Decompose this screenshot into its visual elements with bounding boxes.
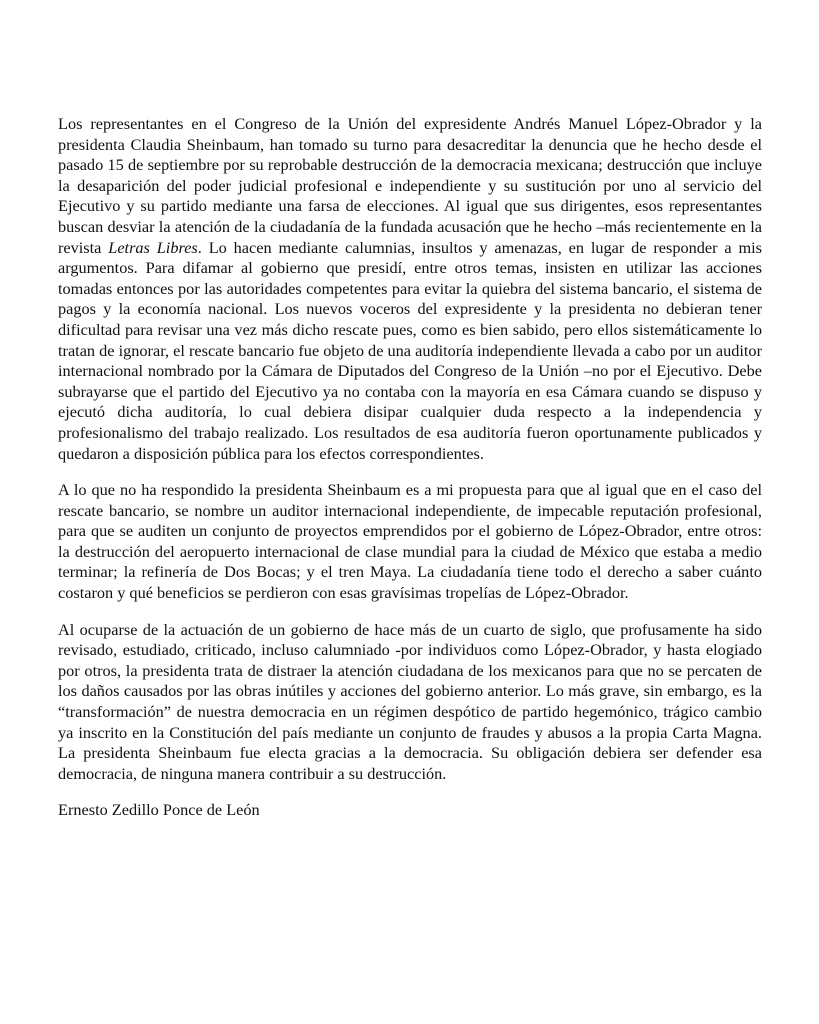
paragraph-1 — [58, 114, 762, 464]
magazine-title: Letras Libres — [108, 237, 198, 257]
paragraph-3: Al ocuparse de la actuación de un gobierno de hace más de un cuarto de siglo, que profusamente ha sido revisado, estudiado, criticado, incluso calumniado -por individuos como López-Obrador, y hasta elogiado por otros, la presidenta trata de distraer la atención ciudadana de los mexicanos para que no se percaten de los daños causados por las obras inútiles y acciones del gobierno anterior. Lo más grave, sin embargo, es la “transformación” de nuestra democracia en un régimen despótico de partido hegemónico, trágico cambio ya inscrito en la Constitución del país mediante un conjunto de fraudes y abusos a la propia Carta Magna. La presidenta Sheinbaum fue electa gracias a la democracia. Su obligación debiera ser defender esa democracia, de ninguna manera contribuir a su destrucción. — [58, 619, 762, 783]
letter-body — [58, 114, 762, 821]
paragraph-1-text-end: . Lo hacen mediante calumnias, insultos y amenazas, en lugar de responder a mis argumentos. Para difamar al gobierno que presidí, entre otros temas, insisten en utilizar las acciones tomadas entonces por las autoridades competentes para evitar la quiebra del sistema bancario, el sistema de pagos y la economía nacional. Los nuevos voceros del expresidente y la presidenta no debieran tener dificultad para revisar una vez más dicho rescate pues, como es bien sabido, pero ellos sistemáticamente lo tratan de ignorar, el rescate bancario fue objeto de una auditoría independiente llevada a cabo por un auditor internacional nombrado por la Cámara de Diputados del Congreso de la Unión –no por el Ejecutivo. Debe subrayarse que el partido del Ejecutivo ya no contaba con la mayoría en esa Cámara cuando se dispuso y ejecutó dicha auditoría, lo cual debiera disipar cualquier duda respecto a la independencia y profesionalismo del trabajo realizado. Los resultados de esa auditoría fueron oportunamente publicados y quedaron a disposición pública para los efectos correspondientes. — [58, 237, 763, 463]
paragraph-2: A lo que no ha respondido la presidenta Sheinbaum es a mi propuesta para que al igual que en el caso del rescate bancario, se nombre un auditor internacional independiente, de impecable reputación profesional, para que se auditen un conjunto de proyectos emprendidos por el gobierno de López-Obrador, entre otros: la destrucción del aeropuerto internacional de clase mundial para la ciudad de México que estaba a medio terminar; la refinería de Dos Bocas; y el tren Maya. La ciudadanía tiene todo el derecho a saber cuánto costaron y qué beneficios se perdieron con esas gravísimas tropelías de López-Obrador. — [58, 480, 762, 603]
paragraph-1-text-start: Los representantes en el Congreso de la Unión del expresidente Andrés Manuel López-Obrador y la presidenta Claudia Sheinbaum, han tomado su turno para desacreditar la denuncia que he hecho desde el pasado 15 de septiembre por su reprobable destrucción de la democracia mexicana; destrucción que incluye la desaparición del poder judicial profesional e independiente y su sustitución por uno al servicio del Ejecutivo y su partido mediante una farsa de elecciones. Al igual que sus dirigentes, esos representantes buscan desviar la atención de la ciudadanía de la fundada acusación que he hecho –más recientemente en la revista — [58, 114, 762, 257]
signature: Ernesto Zedillo Ponce de León — [58, 800, 260, 820]
